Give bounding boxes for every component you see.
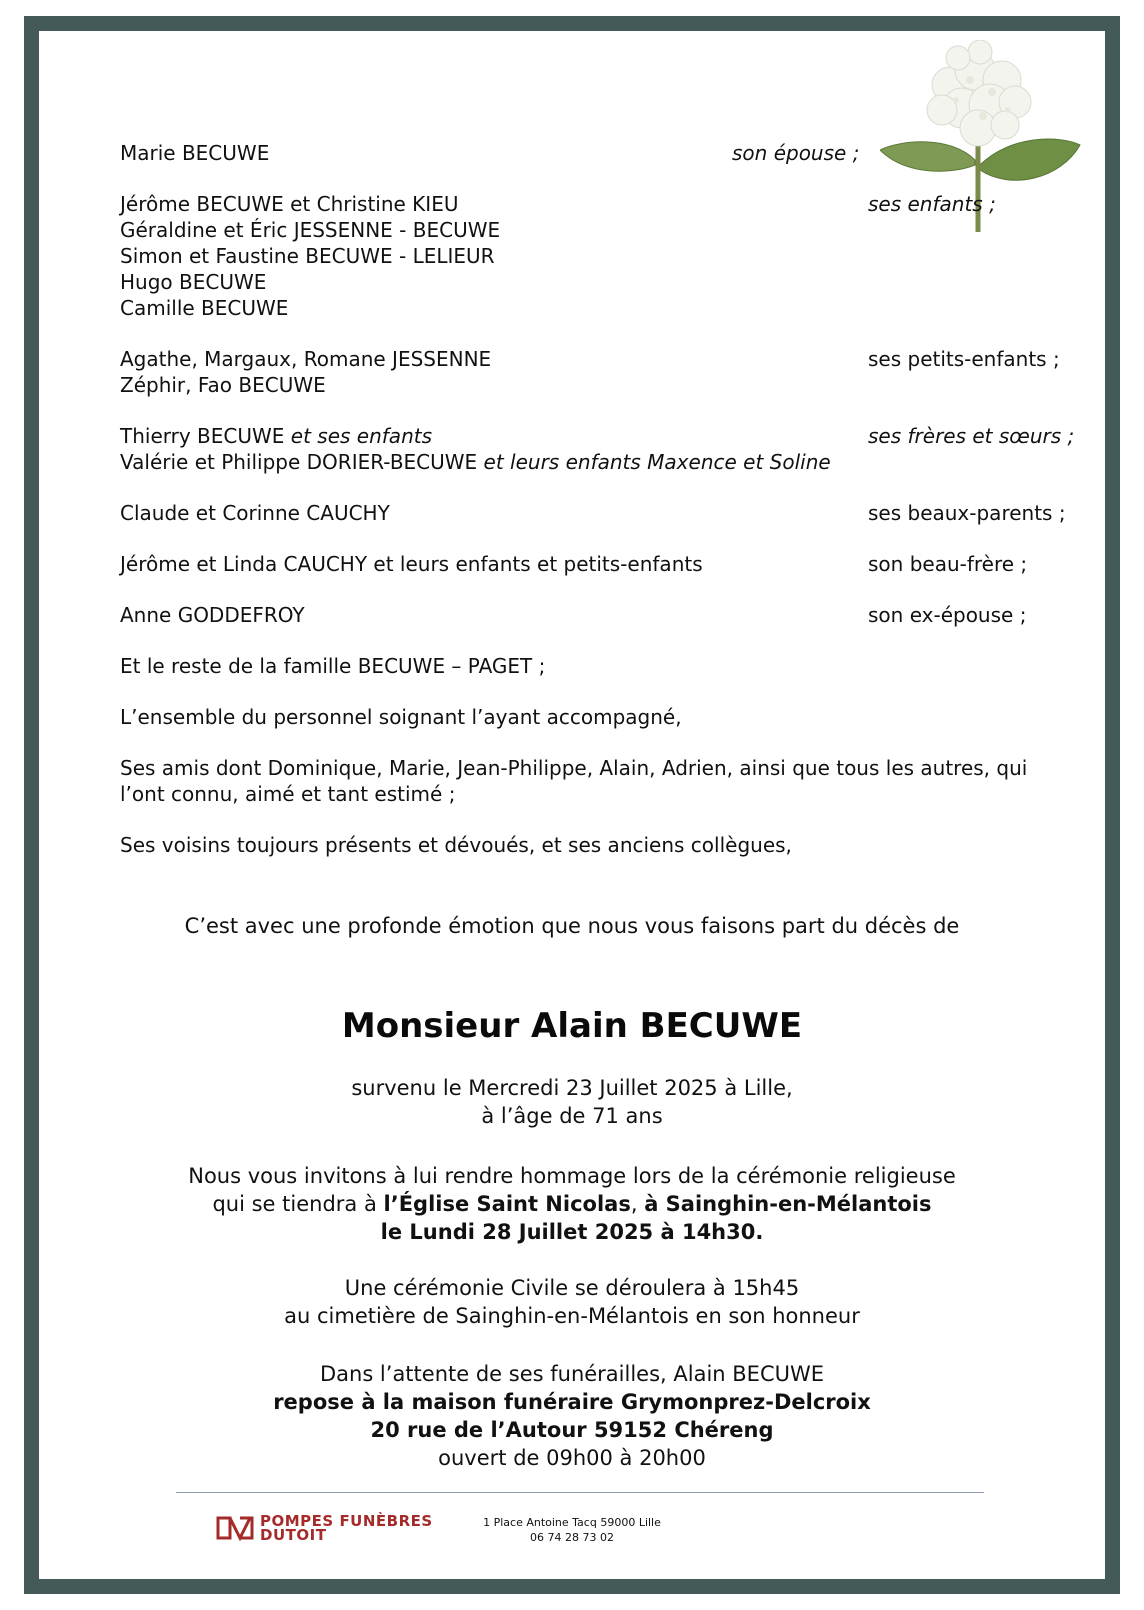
funeral-home-name: repose à la maison funéraire Grymonprez-Delcroix	[273, 1390, 871, 1414]
ceremony-date: le Lundi 28 Juillet 2025 à 14h30.	[380, 1220, 764, 1244]
children-role: ses enfants ;	[868, 192, 996, 216]
civil-ceremony-line: Une cérémonie Civile se déroulera à 15h45	[344, 1276, 800, 1300]
ceremony-line: Nous vous invitons à lui rendre hommage lors de la cérémonie religieuse	[188, 1164, 956, 1188]
sibling-line	[120, 423, 432, 449]
child-name: Hugo BECUWE	[120, 270, 267, 294]
ceremony-prefix: qui se tiendra à	[212, 1192, 384, 1216]
footer-contact	[462, 1515, 682, 1545]
sibling-name: Valérie et Philippe DORIER-BECUWE	[120, 450, 478, 474]
sibling-suffix: et leurs enfants Maxence et Soline	[483, 450, 831, 474]
brother-in-law-name: Jérôme et Linda CAUCHY et leurs enfants et petits-enfants	[120, 552, 703, 576]
deceased-name: Monsieur Alain BECUWE	[341, 1006, 803, 1046]
footer-phone: 06 74 28 73 02	[530, 1531, 614, 1544]
logo-line-2: DUTOIT	[260, 1526, 327, 1544]
brother-in-law-role: son beau-frère ;	[868, 552, 1028, 576]
friends-line: Ses amis dont Dominique, Marie, Jean-Philippe, Alain, Adrien, ainsi que tous les autres, qui	[120, 756, 1028, 780]
grandchildren-role: ses petits-enfants ;	[868, 347, 1060, 371]
footer-address: 1 Place Antoine Tacq 59000 Lille	[483, 1516, 661, 1529]
friends-line: l’ont connu, aimé et tant estimé ;	[120, 782, 456, 806]
funeral-home-address: 20 rue de l’Autour 59152 Chéreng	[370, 1418, 774, 1442]
spouse-name: Marie BECUWE	[120, 141, 270, 165]
church-name: l’Église Saint Nicolas	[383, 1192, 631, 1216]
staff-line: L’ensemble du personnel soignant l’ayant accompagné,	[120, 705, 682, 729]
neighbors-line: Ses voisins toujours présents et dévoués, et ses anciens collègues,	[120, 833, 792, 857]
grandchildren-name: Agathe, Margaux, Romane JESSENNE	[120, 347, 492, 371]
announcement-intro: C’est avec une profonde émotion que nous vous faisons part du décès de	[184, 914, 960, 938]
church-town: à Sainghin-en-Mélantois	[644, 1192, 932, 1216]
child-name: Simon et Faustine BECUWE - LELIEUR	[120, 244, 495, 268]
rest-of-family: Et le reste de la famille BECUWE – PAGET ;	[120, 654, 546, 678]
grandchildren-name: Zéphir, Fao BECUWE	[120, 373, 326, 397]
ceremony-location-line	[0, 1190, 1144, 1218]
funeral-home-address-line	[0, 1416, 1144, 1444]
funeral-home-line: Dans l’attente de ses funérailles, Alain BECUWE	[319, 1362, 825, 1386]
funeral-home-name-line	[0, 1388, 1144, 1416]
sibling-suffix: et ses enfants	[290, 424, 433, 448]
funeral-home-hours: ouvert de 09h00 à 20h00	[438, 1446, 706, 1470]
in-laws-name: Claude et Corinne CAUCHY	[120, 501, 390, 525]
child-name: Camille BECUWE	[120, 296, 289, 320]
spouse-role: son épouse ;	[732, 141, 860, 165]
logo-line-1: POMPES FUNÈBRES	[260, 1512, 433, 1530]
siblings-role: ses frères et sœurs ;	[868, 424, 1075, 448]
ex-spouse-name: Anne GODDEFROY	[120, 603, 305, 627]
pompes-funebres-logo-icon	[216, 1514, 254, 1542]
child-name: Jérôme BECUWE et Christine KIEU	[120, 192, 459, 216]
ceremony-separator: ,	[630, 1192, 645, 1216]
sibling-line	[120, 449, 831, 475]
death-line: survenu le Mercredi 23 Juillet 2025 à Lille,	[351, 1076, 793, 1100]
civil-ceremony-place: au cimetière de Sainghin-en-Mélantois en son honneur	[284, 1304, 860, 1328]
ex-spouse-role: son ex-épouse ;	[868, 603, 1027, 627]
age-line: à l’âge de 71 ans	[481, 1104, 663, 1128]
sibling-name: Thierry BECUWE	[120, 424, 285, 448]
in-laws-role: ses beaux-parents ;	[868, 501, 1066, 525]
pompes-funebres-logo	[216, 1512, 433, 1544]
ceremony-date-line	[0, 1218, 1144, 1246]
footer-divider	[176, 1492, 984, 1493]
child-name: Géraldine et Éric JESSENNE - BECUWE	[120, 218, 501, 242]
